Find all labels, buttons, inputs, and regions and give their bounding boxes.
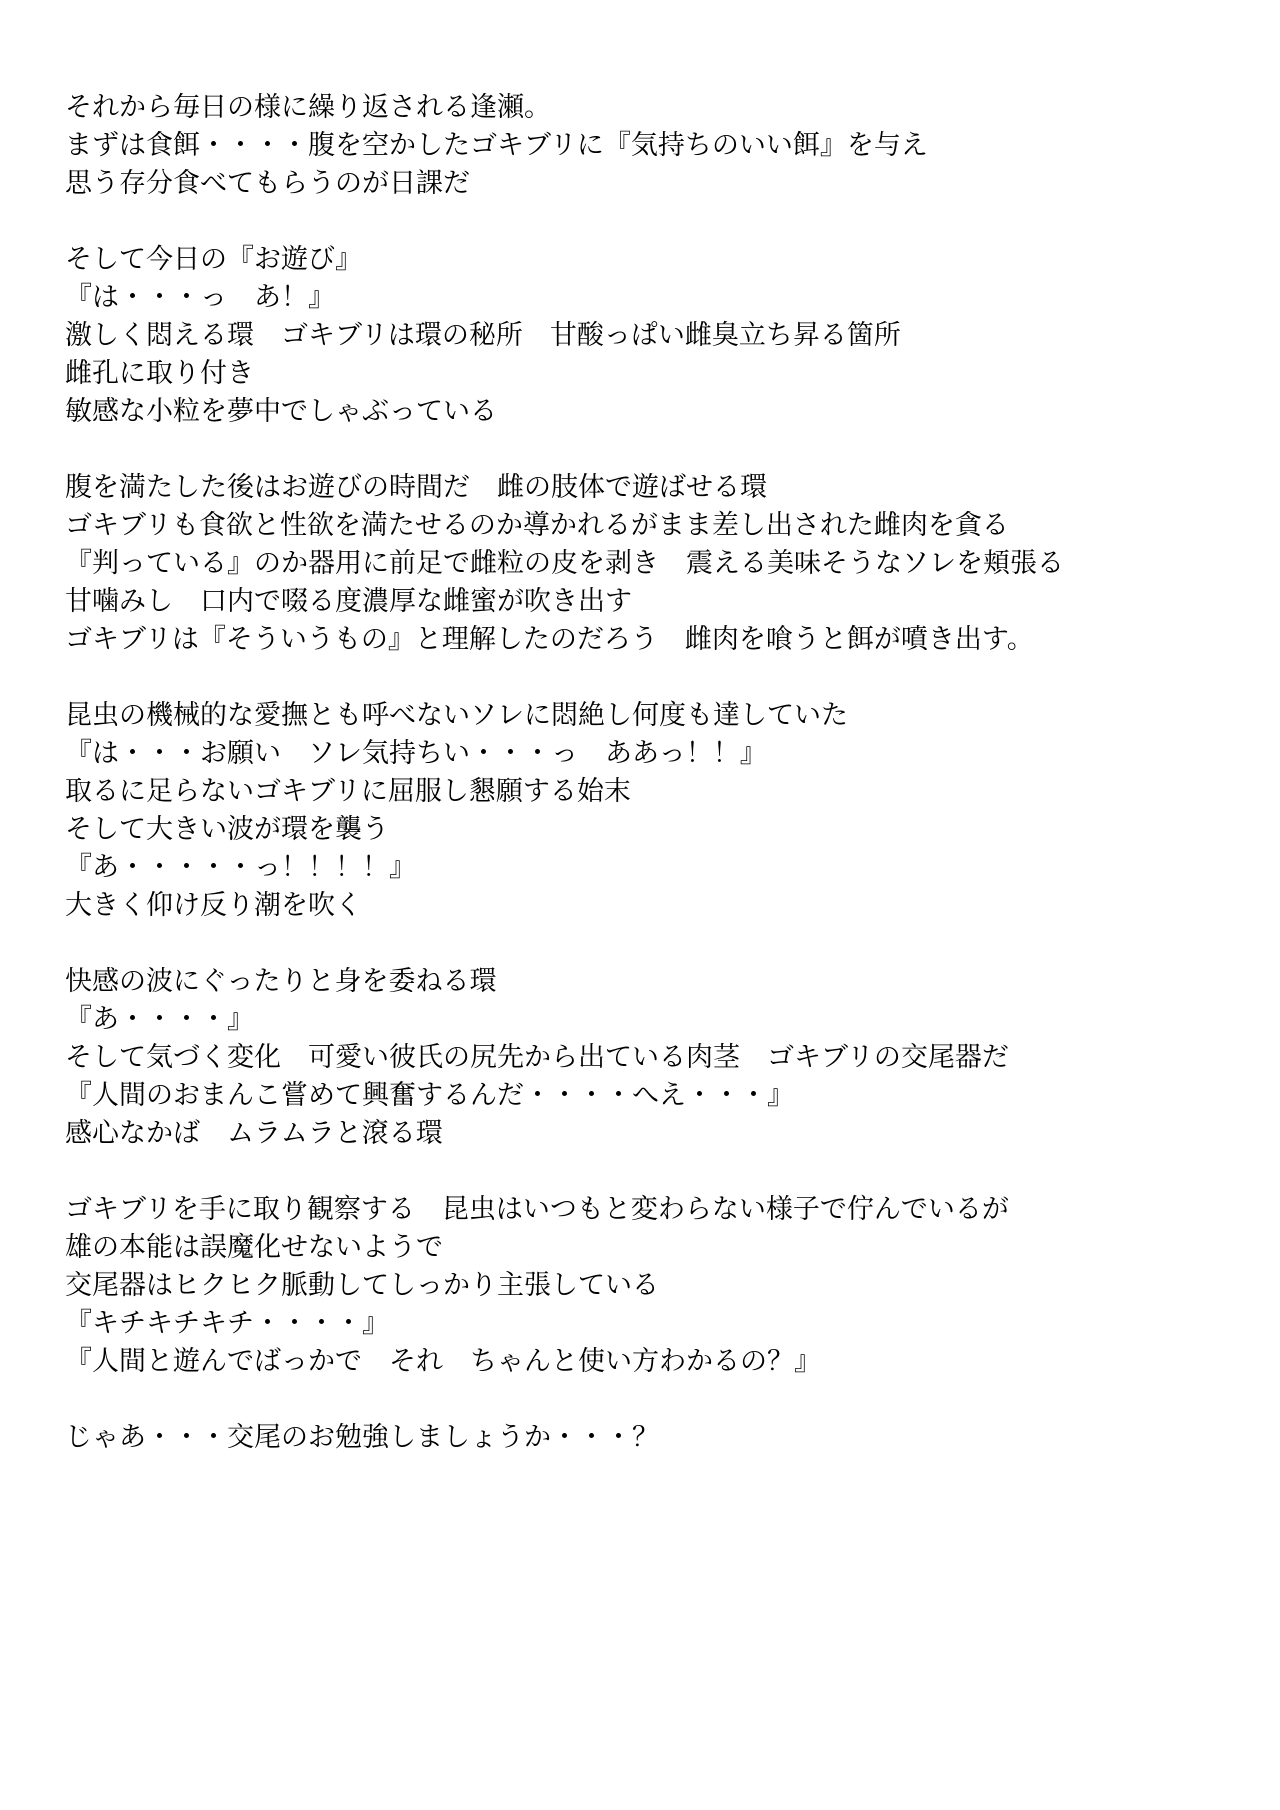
text-line: 激しく悶える環 ゴキブリは環の秘所 甘酸っぱい雌臭立ち昇る箇所 (65, 320, 901, 350)
text-line: それから毎日の様に繰り返される逢瀬。 (65, 92, 551, 122)
text-line: 快感の波にぐったりと身を委ねる環 (65, 966, 497, 996)
text-line: 雄の本能は誤魔化せないようで (65, 1232, 443, 1262)
text-line: 『あ・・・・』 (65, 1004, 254, 1034)
text-line: そして気づく変化 可愛い彼氏の尻先から出ている肉茎 ゴキブリの交尾器だ (65, 1042, 1009, 1072)
text-line: 腹を満たした後はお遊びの時間だ 雌の肢体で遊ばせる環 (65, 472, 767, 502)
text-line: ゴキブリは『そういうもの』と理解したのだろう 雌肉を喰うと餌が噴き出す。 (65, 624, 1034, 654)
text-line: 大きく仰け反り潮を吹く (65, 890, 362, 920)
paragraph (65, 240, 1240, 430)
text-line: 思う存分食べてもらうのが日課だ (65, 168, 470, 198)
text-line: 『キチキチキチ・・・・』 (65, 1308, 389, 1338)
text-line: 昆虫の機械的な愛撫とも呼べないソレに悶絶し何度も達していた (65, 700, 848, 730)
text-line: 交尾器はヒクヒク脈動してしっかり主張している (65, 1270, 659, 1300)
text-line: 『判っている』のか器用に前足で雌粒の皮を剥き 震える美味そうなソレを頬張る (65, 548, 1064, 578)
text-line: じゃあ・・・交尾のお勉強しましょうか・・・？ (65, 1422, 659, 1452)
text-line: 『は・・・っ あ！』 (65, 282, 335, 312)
paragraph (65, 468, 1240, 658)
text-line: 『人間と遊んでばっかで それ ちゃんと使い方わかるの？』 (65, 1346, 821, 1376)
paragraph (65, 1418, 1240, 1456)
text-line: 雌孔に取り付き (65, 358, 254, 388)
paragraph (65, 1190, 1240, 1380)
text-line: 甘噛みし 口内で啜る度濃厚な雌蜜が吹き出す (65, 586, 632, 616)
text-line: まずは食餌・・・・腹を空かしたゴキブリに『気持ちのいい餌』を与え (65, 130, 928, 160)
paragraph (65, 88, 1240, 202)
text-line: そして大きい波が環を襲う (65, 814, 389, 844)
text-line: そして今日の『お遊び』 (65, 244, 362, 274)
text-line: 『あ・・・・・っ！！！！』 (65, 852, 416, 882)
text-line: ゴキブリを手に取り観察する 昆虫はいつもと変わらない様子で佇んでいるが (65, 1194, 1009, 1224)
paragraph (65, 962, 1240, 1152)
text-line: 敏感な小粒を夢中でしゃぶっている (65, 396, 497, 426)
text-line: 感心なかば ムラムラと滾る環 (65, 1118, 443, 1148)
document-text (65, 88, 1240, 1456)
text-line: 『は・・・お願い ソレ気持ちい・・・っ ああっ！！』 (65, 738, 767, 768)
paragraph (65, 696, 1240, 924)
text-line: 『人間のおまんこ嘗めて興奮するんだ・・・・へえ・・・』 (65, 1080, 794, 1110)
text-line: 取るに足らないゴキブリに屈服し懇願する始末 (65, 776, 631, 806)
text-line: ゴキブリも食欲と性欲を満たせるのか導かれるがまま差し出された雌肉を貪る (65, 510, 1009, 540)
